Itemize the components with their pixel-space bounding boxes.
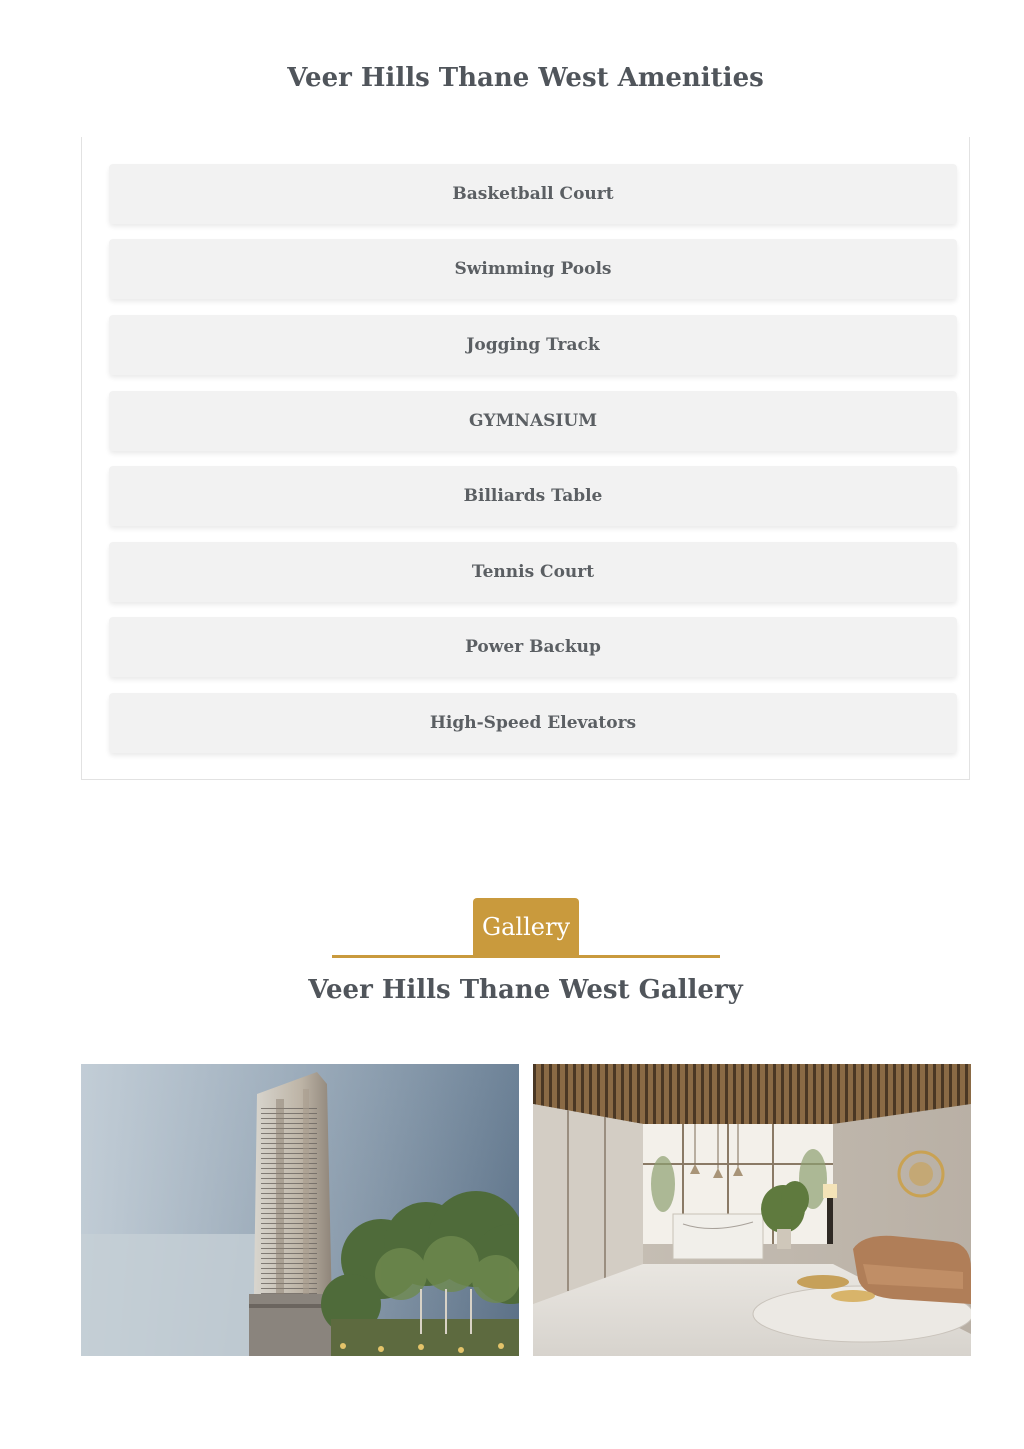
amenity-item-jogging-track[interactable]: Jogging Track bbox=[109, 315, 957, 375]
amenities-list bbox=[81, 137, 970, 780]
gallery-divider bbox=[332, 955, 720, 958]
lobby-interior-illustration bbox=[533, 1064, 971, 1356]
amenity-item-high-speed-elevators[interactable]: High-Speed Elevators bbox=[109, 693, 957, 753]
amenity-item-power-backup[interactable]: Power Backup bbox=[109, 617, 957, 677]
gallery-title: Veer Hills Thane West Gallery bbox=[308, 975, 743, 1005]
gallery-image-tower-exterior[interactable] bbox=[81, 1064, 519, 1356]
amenities-title: Veer Hills Thane West Amenities bbox=[287, 63, 764, 93]
gallery-badge: Gallery bbox=[473, 898, 579, 955]
amenity-item-billiards-table[interactable]: Billiards Table bbox=[109, 466, 957, 526]
gallery-image-lobby-interior[interactable] bbox=[533, 1064, 971, 1356]
amenity-item-basketball-court[interactable]: Basketball Court bbox=[109, 164, 957, 224]
amenity-item-swimming-pools[interactable]: Swimming Pools bbox=[109, 239, 957, 299]
tower-exterior-illustration bbox=[81, 1064, 519, 1356]
amenity-item-gymnasium[interactable]: GYMNASIUM bbox=[109, 391, 957, 451]
amenity-item-tennis-court[interactable]: Tennis Court bbox=[109, 542, 957, 602]
